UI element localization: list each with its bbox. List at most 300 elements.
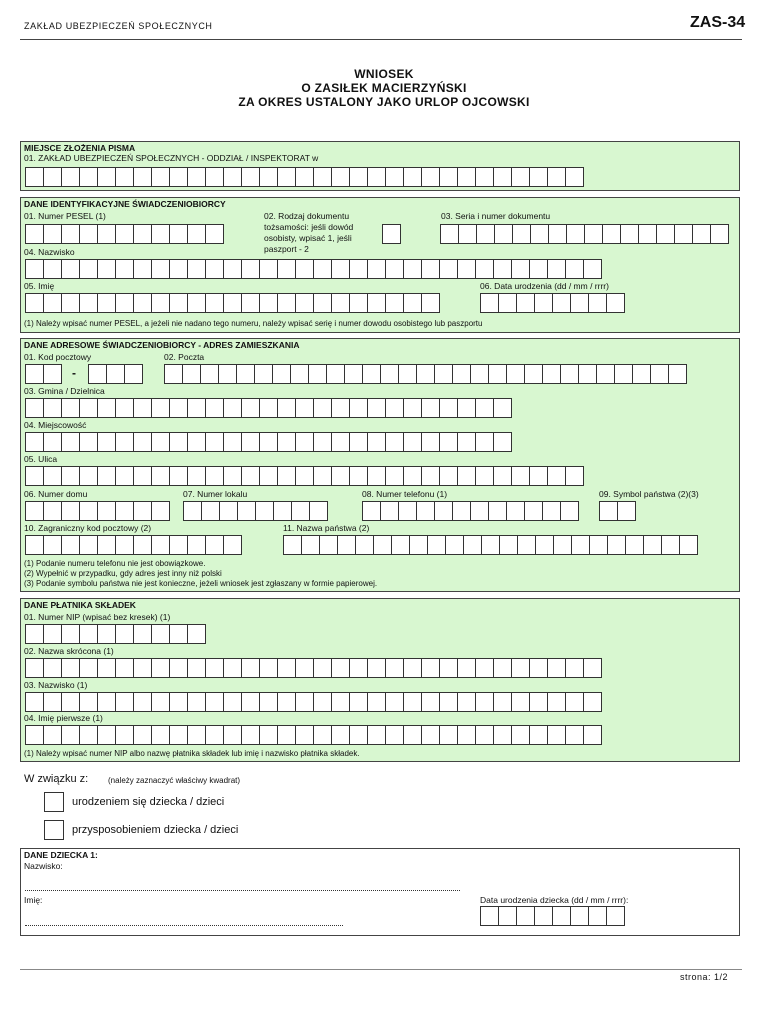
char-box[interactable] — [151, 692, 170, 712]
char-box[interactable] — [349, 432, 368, 452]
char-box[interactable] — [133, 167, 152, 187]
char-box[interactable] — [409, 535, 428, 555]
char-box[interactable] — [367, 692, 386, 712]
char-box[interactable] — [241, 692, 260, 712]
adoption-checkbox[interactable] — [44, 820, 64, 840]
char-box[interactable] — [151, 293, 170, 313]
char-box[interactable] — [565, 692, 584, 712]
char-box[interactable] — [115, 624, 134, 644]
char-box[interactable] — [79, 466, 98, 486]
char-box[interactable] — [25, 535, 44, 555]
char-box[interactable] — [344, 364, 363, 384]
char-box[interactable] — [295, 692, 314, 712]
char-box[interactable] — [241, 432, 260, 452]
short-name-boxes[interactable] — [25, 658, 601, 678]
char-box[interactable] — [115, 167, 134, 187]
char-box[interactable] — [259, 293, 278, 313]
char-box[interactable] — [547, 692, 566, 712]
char-box[interactable] — [457, 167, 476, 187]
char-box[interactable] — [200, 364, 219, 384]
char-box[interactable] — [668, 364, 687, 384]
char-box[interactable] — [61, 167, 80, 187]
char-box[interactable] — [25, 224, 44, 244]
char-box[interactable] — [421, 259, 440, 279]
char-box[interactable] — [349, 725, 368, 745]
char-box[interactable] — [169, 293, 188, 313]
char-box[interactable] — [367, 293, 386, 313]
char-box[interactable] — [295, 293, 314, 313]
char-box[interactable] — [151, 167, 170, 187]
country-name-boxes[interactable] — [283, 535, 697, 555]
char-box[interactable] — [421, 432, 440, 452]
char-box[interactable] — [115, 692, 134, 712]
char-box[interactable] — [475, 259, 494, 279]
char-box[interactable] — [349, 398, 368, 418]
char-box[interactable] — [97, 692, 116, 712]
char-box[interactable] — [241, 167, 260, 187]
char-box[interactable] — [382, 224, 401, 244]
char-box[interactable] — [331, 293, 350, 313]
char-box[interactable] — [25, 692, 44, 712]
char-box[interactable] — [223, 692, 242, 712]
char-box[interactable] — [133, 293, 152, 313]
char-box[interactable] — [169, 624, 188, 644]
char-box[interactable] — [403, 259, 422, 279]
char-box[interactable] — [169, 535, 188, 555]
char-box[interactable] — [529, 167, 548, 187]
char-box[interactable] — [650, 364, 669, 384]
char-box[interactable] — [205, 658, 224, 678]
char-box[interactable] — [187, 658, 206, 678]
char-box[interactable] — [313, 658, 332, 678]
char-box[interactable] — [43, 224, 62, 244]
char-box[interactable] — [439, 259, 458, 279]
char-box[interactable] — [79, 725, 98, 745]
nip-boxes[interactable] — [25, 624, 205, 644]
char-box[interactable] — [25, 364, 44, 384]
char-box[interactable] — [463, 535, 482, 555]
char-box[interactable] — [183, 501, 202, 521]
char-box[interactable] — [241, 398, 260, 418]
char-box[interactable] — [534, 906, 553, 926]
char-box[interactable] — [277, 293, 296, 313]
char-box[interactable] — [493, 466, 512, 486]
char-box[interactable] — [403, 725, 422, 745]
char-box[interactable] — [480, 906, 499, 926]
char-box[interactable] — [512, 224, 531, 244]
char-box[interactable] — [457, 658, 476, 678]
char-box[interactable] — [470, 501, 489, 521]
char-box[interactable] — [295, 725, 314, 745]
char-box[interactable] — [493, 692, 512, 712]
char-box[interactable] — [43, 692, 62, 712]
char-box[interactable] — [565, 466, 584, 486]
char-box[interactable] — [511, 692, 530, 712]
char-box[interactable] — [79, 692, 98, 712]
char-box[interactable] — [493, 432, 512, 452]
char-box[interactable] — [115, 224, 134, 244]
char-box[interactable] — [205, 293, 224, 313]
char-box[interactable] — [475, 725, 494, 745]
char-box[interactable] — [25, 398, 44, 418]
char-box[interactable] — [97, 259, 116, 279]
char-box[interactable] — [97, 224, 116, 244]
child-surname-line[interactable] — [25, 889, 460, 891]
char-box[interactable] — [331, 725, 350, 745]
char-box[interactable] — [277, 725, 296, 745]
char-box[interactable] — [566, 224, 585, 244]
char-box[interactable] — [403, 293, 422, 313]
char-box[interactable] — [398, 501, 417, 521]
char-box[interactable] — [476, 224, 495, 244]
char-box[interactable] — [385, 466, 404, 486]
char-box[interactable] — [331, 259, 350, 279]
char-box[interactable] — [259, 398, 278, 418]
char-box[interactable] — [115, 293, 134, 313]
char-box[interactable] — [43, 658, 62, 678]
char-box[interactable] — [115, 259, 134, 279]
char-box[interactable] — [61, 725, 80, 745]
char-box[interactable] — [187, 624, 206, 644]
char-box[interactable] — [439, 167, 458, 187]
char-box[interactable] — [529, 259, 548, 279]
char-box[interactable] — [403, 466, 422, 486]
char-box[interactable] — [88, 364, 107, 384]
char-box[interactable] — [534, 293, 553, 313]
char-box[interactable] — [475, 466, 494, 486]
char-box[interactable] — [457, 466, 476, 486]
char-box[interactable] — [313, 293, 332, 313]
char-box[interactable] — [632, 364, 651, 384]
char-box[interactable] — [169, 692, 188, 712]
char-box[interactable] — [133, 624, 152, 644]
child-birth-boxes[interactable] — [480, 906, 624, 926]
char-box[interactable] — [337, 535, 356, 555]
char-box[interactable] — [313, 259, 332, 279]
char-box[interactable] — [169, 658, 188, 678]
char-box[interactable] — [589, 535, 608, 555]
char-box[interactable] — [416, 501, 435, 521]
char-box[interactable] — [272, 364, 291, 384]
char-box[interactable] — [427, 535, 446, 555]
char-box[interactable] — [385, 725, 404, 745]
char-box[interactable] — [620, 224, 639, 244]
char-box[interactable] — [583, 658, 602, 678]
payer-surname-boxes[interactable] — [25, 692, 601, 712]
char-box[interactable] — [133, 224, 152, 244]
char-box[interactable] — [552, 293, 571, 313]
char-box[interactable] — [223, 535, 242, 555]
char-box[interactable] — [187, 259, 206, 279]
char-box[interactable] — [313, 692, 332, 712]
char-box[interactable] — [79, 624, 98, 644]
char-box[interactable] — [440, 224, 459, 244]
char-box[interactable] — [115, 466, 134, 486]
char-box[interactable] — [133, 398, 152, 418]
char-box[interactable] — [506, 501, 525, 521]
char-box[interactable] — [133, 692, 152, 712]
char-box[interactable] — [187, 466, 206, 486]
char-box[interactable] — [133, 259, 152, 279]
doc-type-box[interactable] — [382, 224, 400, 244]
char-box[interactable] — [61, 624, 80, 644]
char-box[interactable] — [43, 432, 62, 452]
char-box[interactable] — [236, 364, 255, 384]
char-box[interactable] — [439, 692, 458, 712]
char-box[interactable] — [403, 692, 422, 712]
char-box[interactable] — [115, 658, 134, 678]
char-box[interactable] — [223, 658, 242, 678]
char-box[interactable] — [205, 398, 224, 418]
char-box[interactable] — [421, 293, 440, 313]
char-box[interactable] — [61, 259, 80, 279]
char-box[interactable] — [511, 167, 530, 187]
char-box[interactable] — [61, 293, 80, 313]
char-box[interactable] — [385, 432, 404, 452]
char-box[interactable] — [565, 259, 584, 279]
char-box[interactable] — [475, 167, 494, 187]
char-box[interactable] — [219, 501, 238, 521]
char-box[interactable] — [295, 658, 314, 678]
postal-code-boxes-b[interactable] — [88, 364, 142, 384]
char-box[interactable] — [277, 167, 296, 187]
char-box[interactable] — [481, 535, 500, 555]
char-box[interactable] — [79, 501, 98, 521]
char-box[interactable] — [516, 293, 535, 313]
char-box[interactable] — [583, 725, 602, 745]
char-box[interactable] — [385, 293, 404, 313]
char-box[interactable] — [151, 432, 170, 452]
char-box[interactable] — [565, 658, 584, 678]
char-box[interactable] — [498, 293, 517, 313]
char-box[interactable] — [416, 364, 435, 384]
char-box[interactable] — [259, 658, 278, 678]
char-box[interactable] — [331, 466, 350, 486]
char-box[interactable] — [445, 535, 464, 555]
char-box[interactable] — [187, 692, 206, 712]
char-box[interactable] — [403, 658, 422, 678]
char-box[interactable] — [259, 259, 278, 279]
char-box[interactable] — [349, 692, 368, 712]
char-box[interactable] — [313, 167, 332, 187]
char-box[interactable] — [331, 692, 350, 712]
char-box[interactable] — [151, 398, 170, 418]
char-box[interactable] — [61, 692, 80, 712]
char-box[interactable] — [115, 501, 134, 521]
char-box[interactable] — [313, 466, 332, 486]
char-box[interactable] — [79, 259, 98, 279]
birth-checkbox[interactable] — [44, 792, 64, 812]
char-box[interactable] — [61, 432, 80, 452]
char-box[interactable] — [511, 725, 530, 745]
char-box[interactable] — [254, 364, 273, 384]
char-box[interactable] — [205, 692, 224, 712]
char-box[interactable] — [43, 364, 62, 384]
char-box[interactable] — [529, 692, 548, 712]
char-box[interactable] — [434, 364, 453, 384]
char-box[interactable] — [169, 224, 188, 244]
house-number-boxes[interactable] — [25, 501, 169, 521]
char-box[interactable] — [367, 658, 386, 678]
char-box[interactable] — [106, 364, 125, 384]
char-box[interactable] — [61, 501, 80, 521]
char-box[interactable] — [367, 725, 386, 745]
char-box[interactable] — [79, 167, 98, 187]
char-box[interactable] — [511, 259, 530, 279]
char-box[interactable] — [493, 725, 512, 745]
char-box[interactable] — [493, 658, 512, 678]
char-box[interactable] — [602, 224, 621, 244]
char-box[interactable] — [475, 432, 494, 452]
char-box[interactable] — [398, 364, 417, 384]
char-box[interactable] — [223, 466, 242, 486]
char-box[interactable] — [439, 398, 458, 418]
char-box[interactable] — [259, 692, 278, 712]
postal-code-boxes-a[interactable] — [25, 364, 61, 384]
char-box[interactable] — [291, 501, 310, 521]
char-box[interactable] — [349, 658, 368, 678]
char-box[interactable] — [295, 259, 314, 279]
char-box[interactable] — [421, 725, 440, 745]
char-box[interactable] — [97, 432, 116, 452]
char-box[interactable] — [43, 398, 62, 418]
char-box[interactable] — [43, 259, 62, 279]
char-box[interactable] — [367, 167, 386, 187]
char-box[interactable] — [421, 167, 440, 187]
char-box[interactable] — [290, 364, 309, 384]
char-box[interactable] — [97, 535, 116, 555]
char-box[interactable] — [259, 725, 278, 745]
char-box[interactable] — [205, 432, 224, 452]
char-box[interactable] — [367, 432, 386, 452]
char-box[interactable] — [530, 224, 549, 244]
post-office-boxes[interactable] — [164, 364, 686, 384]
char-box[interactable] — [205, 259, 224, 279]
char-box[interactable] — [283, 535, 302, 555]
char-box[interactable] — [169, 259, 188, 279]
char-box[interactable] — [79, 658, 98, 678]
char-box[interactable] — [547, 725, 566, 745]
foreign-postal-boxes[interactable] — [25, 535, 241, 555]
char-box[interactable] — [367, 259, 386, 279]
char-box[interactable] — [301, 535, 320, 555]
char-box[interactable] — [237, 501, 256, 521]
country-symbol-boxes[interactable] — [599, 501, 635, 521]
char-box[interactable] — [151, 259, 170, 279]
char-box[interactable] — [547, 658, 566, 678]
char-box[interactable] — [457, 432, 476, 452]
char-box[interactable] — [61, 658, 80, 678]
char-box[interactable] — [319, 535, 338, 555]
char-box[interactable] — [187, 725, 206, 745]
char-box[interactable] — [421, 692, 440, 712]
char-box[interactable] — [133, 535, 152, 555]
char-box[interactable] — [565, 725, 584, 745]
char-box[interactable] — [25, 624, 44, 644]
char-box[interactable] — [43, 624, 62, 644]
char-box[interactable] — [223, 432, 242, 452]
char-box[interactable] — [97, 658, 116, 678]
char-box[interactable] — [151, 624, 170, 644]
char-box[interactable] — [295, 167, 314, 187]
name-boxes[interactable] — [25, 293, 439, 313]
char-box[interactable] — [516, 906, 535, 926]
char-box[interactable] — [367, 398, 386, 418]
char-box[interactable] — [391, 535, 410, 555]
char-box[interactable] — [560, 364, 579, 384]
char-box[interactable] — [607, 535, 626, 555]
char-box[interactable] — [617, 501, 636, 521]
char-box[interactable] — [542, 501, 561, 521]
char-box[interactable] — [79, 293, 98, 313]
child-name-line[interactable] — [25, 924, 343, 926]
char-box[interactable] — [439, 466, 458, 486]
char-box[interactable] — [511, 658, 530, 678]
char-box[interactable] — [43, 466, 62, 486]
street-boxes[interactable] — [25, 466, 583, 486]
char-box[interactable] — [43, 725, 62, 745]
char-box[interactable] — [133, 658, 152, 678]
char-box[interactable] — [313, 432, 332, 452]
char-box[interactable] — [457, 259, 476, 279]
char-box[interactable] — [349, 167, 368, 187]
char-box[interactable] — [560, 501, 579, 521]
char-box[interactable] — [277, 692, 296, 712]
char-box[interactable] — [331, 398, 350, 418]
doc-number-boxes[interactable] — [440, 224, 728, 244]
char-box[interactable] — [385, 692, 404, 712]
char-box[interactable] — [570, 906, 589, 926]
char-box[interactable] — [115, 398, 134, 418]
city-boxes[interactable] — [25, 432, 511, 452]
char-box[interactable] — [553, 535, 572, 555]
char-box[interactable] — [43, 167, 62, 187]
char-box[interactable] — [277, 658, 296, 678]
char-box[interactable] — [452, 501, 471, 521]
char-box[interactable] — [439, 725, 458, 745]
char-box[interactable] — [79, 224, 98, 244]
char-box[interactable] — [606, 906, 625, 926]
char-box[interactable] — [661, 535, 680, 555]
char-box[interactable] — [61, 535, 80, 555]
char-box[interactable] — [583, 259, 602, 279]
char-box[interactable] — [205, 725, 224, 745]
char-box[interactable] — [470, 364, 489, 384]
char-box[interactable] — [643, 535, 662, 555]
char-box[interactable] — [309, 501, 328, 521]
char-box[interactable] — [187, 167, 206, 187]
char-box[interactable] — [223, 725, 242, 745]
char-box[interactable] — [169, 725, 188, 745]
char-box[interactable] — [606, 293, 625, 313]
char-box[interactable] — [277, 259, 296, 279]
char-box[interactable] — [588, 293, 607, 313]
char-box[interactable] — [169, 466, 188, 486]
char-box[interactable] — [638, 224, 657, 244]
char-box[interactable] — [187, 224, 206, 244]
char-box[interactable] — [255, 501, 274, 521]
char-box[interactable] — [457, 692, 476, 712]
char-box[interactable] — [331, 658, 350, 678]
char-box[interactable] — [421, 658, 440, 678]
char-box[interactable] — [133, 501, 152, 521]
char-box[interactable] — [488, 501, 507, 521]
char-box[interactable] — [458, 224, 477, 244]
char-box[interactable] — [349, 466, 368, 486]
char-box[interactable] — [61, 398, 80, 418]
char-box[interactable] — [552, 906, 571, 926]
char-box[interactable] — [362, 364, 381, 384]
